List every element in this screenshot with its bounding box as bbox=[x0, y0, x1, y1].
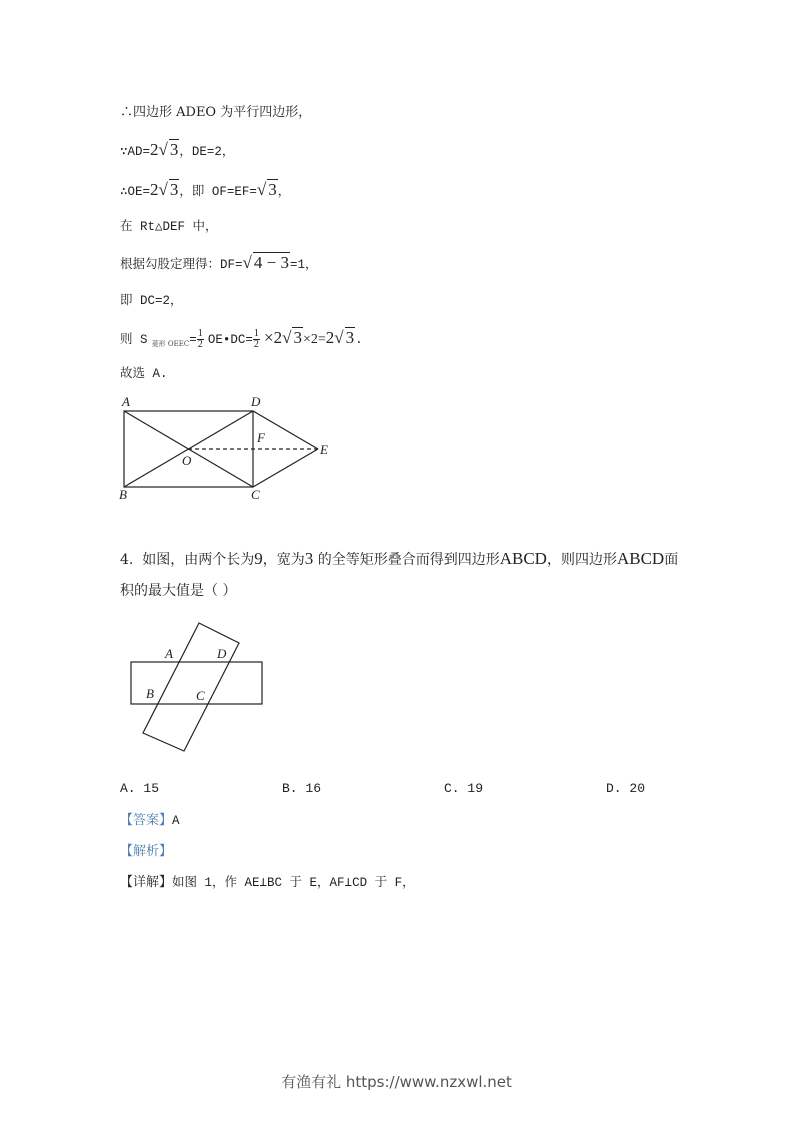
option-key: B. bbox=[282, 781, 298, 796]
analysis-line bbox=[120, 843, 172, 861]
radicand: 3 bbox=[293, 328, 302, 347]
option-key: A. bbox=[120, 781, 136, 796]
option-value: 16 bbox=[305, 781, 322, 796]
radicand: 3 bbox=[345, 328, 355, 347]
text: ，宽为 bbox=[262, 552, 305, 568]
option-value: 20 bbox=[629, 781, 646, 796]
option-key: C. bbox=[444, 781, 460, 796]
text: 故选 A. bbox=[120, 367, 168, 381]
option-b[interactable] bbox=[282, 781, 321, 796]
label-b: B bbox=[119, 487, 127, 502]
label-d: D bbox=[251, 394, 261, 409]
text: ，则四边形 bbox=[546, 552, 617, 568]
sqrt-expression: √ 3 bbox=[334, 328, 355, 347]
text: 在 Rt△DEF 中， bbox=[120, 220, 218, 234]
option-value: 19 bbox=[467, 781, 484, 796]
math-abcd: ABCD bbox=[616, 549, 665, 568]
label-c: C bbox=[251, 487, 260, 502]
text: = bbox=[189, 333, 197, 347]
option-key: D. bbox=[606, 781, 622, 796]
text: . bbox=[355, 333, 363, 347]
subscript: 菱形 OEEC bbox=[151, 340, 190, 348]
text: ∴四边形 ADEO 为平行四边形， bbox=[120, 105, 312, 120]
numerator: 1 bbox=[197, 328, 203, 339]
sqrt-expression: √ 3 bbox=[158, 180, 179, 199]
text: ， bbox=[277, 185, 291, 199]
text: ∴OE= bbox=[120, 185, 151, 199]
text: × bbox=[264, 328, 274, 347]
tilted-rectangle bbox=[143, 623, 239, 751]
analysis-label: 【解析】 bbox=[120, 844, 173, 859]
question-4-line-1 bbox=[120, 550, 678, 569]
radicand: 3 bbox=[268, 180, 277, 199]
text: ∵AD= bbox=[120, 145, 151, 159]
text: 积的最大值是（ ） bbox=[120, 583, 237, 599]
coef: 2 bbox=[150, 180, 159, 199]
label-f: F bbox=[257, 430, 265, 445]
coef: 2 bbox=[325, 328, 335, 347]
answer-line bbox=[120, 812, 180, 830]
option-c[interactable] bbox=[444, 781, 483, 796]
label-o: O bbox=[182, 453, 192, 468]
detail-line bbox=[120, 874, 415, 892]
text: ×2= bbox=[302, 332, 326, 347]
width-value: 3 bbox=[304, 549, 314, 568]
text: 如图，由两个长为 bbox=[142, 552, 255, 568]
label-a: A bbox=[165, 646, 173, 661]
sqrt-expression: √ 3 bbox=[158, 140, 179, 159]
denominator: 2 bbox=[197, 339, 203, 350]
question-4-line-2 bbox=[120, 582, 236, 600]
text: ，即 OF=EF= bbox=[179, 185, 257, 199]
coef: 2 bbox=[150, 140, 159, 159]
text: 的全等矩形叠合而得到四边形 bbox=[317, 552, 500, 568]
text: =1， bbox=[289, 258, 318, 272]
answer-value: A bbox=[172, 814, 180, 828]
label-d: D bbox=[217, 646, 227, 661]
radicand: 3 bbox=[169, 140, 179, 159]
text: OE•DC= bbox=[207, 333, 253, 347]
detail-text: 如图 1，作 AE⊥BC 于 E，AF⊥CD 于 F， bbox=[172, 876, 415, 890]
radicand: 4 − 3 bbox=[253, 253, 289, 272]
segment-ce bbox=[253, 449, 318, 487]
label-a: A bbox=[122, 394, 130, 409]
option-d[interactable] bbox=[606, 781, 645, 796]
label-e: E bbox=[320, 442, 328, 457]
option-value: 15 bbox=[143, 781, 160, 796]
sqrt-expression: √ 3 bbox=[256, 180, 277, 199]
radicand: 3 bbox=[169, 180, 179, 199]
math-abcd: ABCD bbox=[499, 549, 547, 568]
detail-label: 【详解】 bbox=[120, 875, 173, 890]
label-c: C bbox=[196, 688, 205, 703]
denominator: 2 bbox=[253, 339, 259, 350]
answer-label: 【答案】 bbox=[120, 813, 173, 828]
text: ，DE=2， bbox=[179, 145, 235, 159]
footer-watermark: 有渔有礼 https://www.nzxwl.net bbox=[281, 1073, 512, 1091]
option-a[interactable] bbox=[120, 781, 159, 796]
text: 面 bbox=[664, 552, 679, 568]
text: 根据勾股定理得：DF= bbox=[120, 258, 243, 272]
text: 即 DC=2， bbox=[120, 294, 183, 308]
sqrt-expression: √ 4 − 3 bbox=[242, 253, 289, 272]
label-b: B bbox=[146, 686, 154, 701]
text: 则 S bbox=[120, 333, 148, 347]
sqrt-expression: √ 3 bbox=[282, 328, 302, 347]
coef: 2 bbox=[273, 328, 283, 347]
length-value: 9 bbox=[254, 549, 263, 568]
question-number: 4. bbox=[120, 552, 134, 568]
numerator: 1 bbox=[253, 328, 259, 339]
